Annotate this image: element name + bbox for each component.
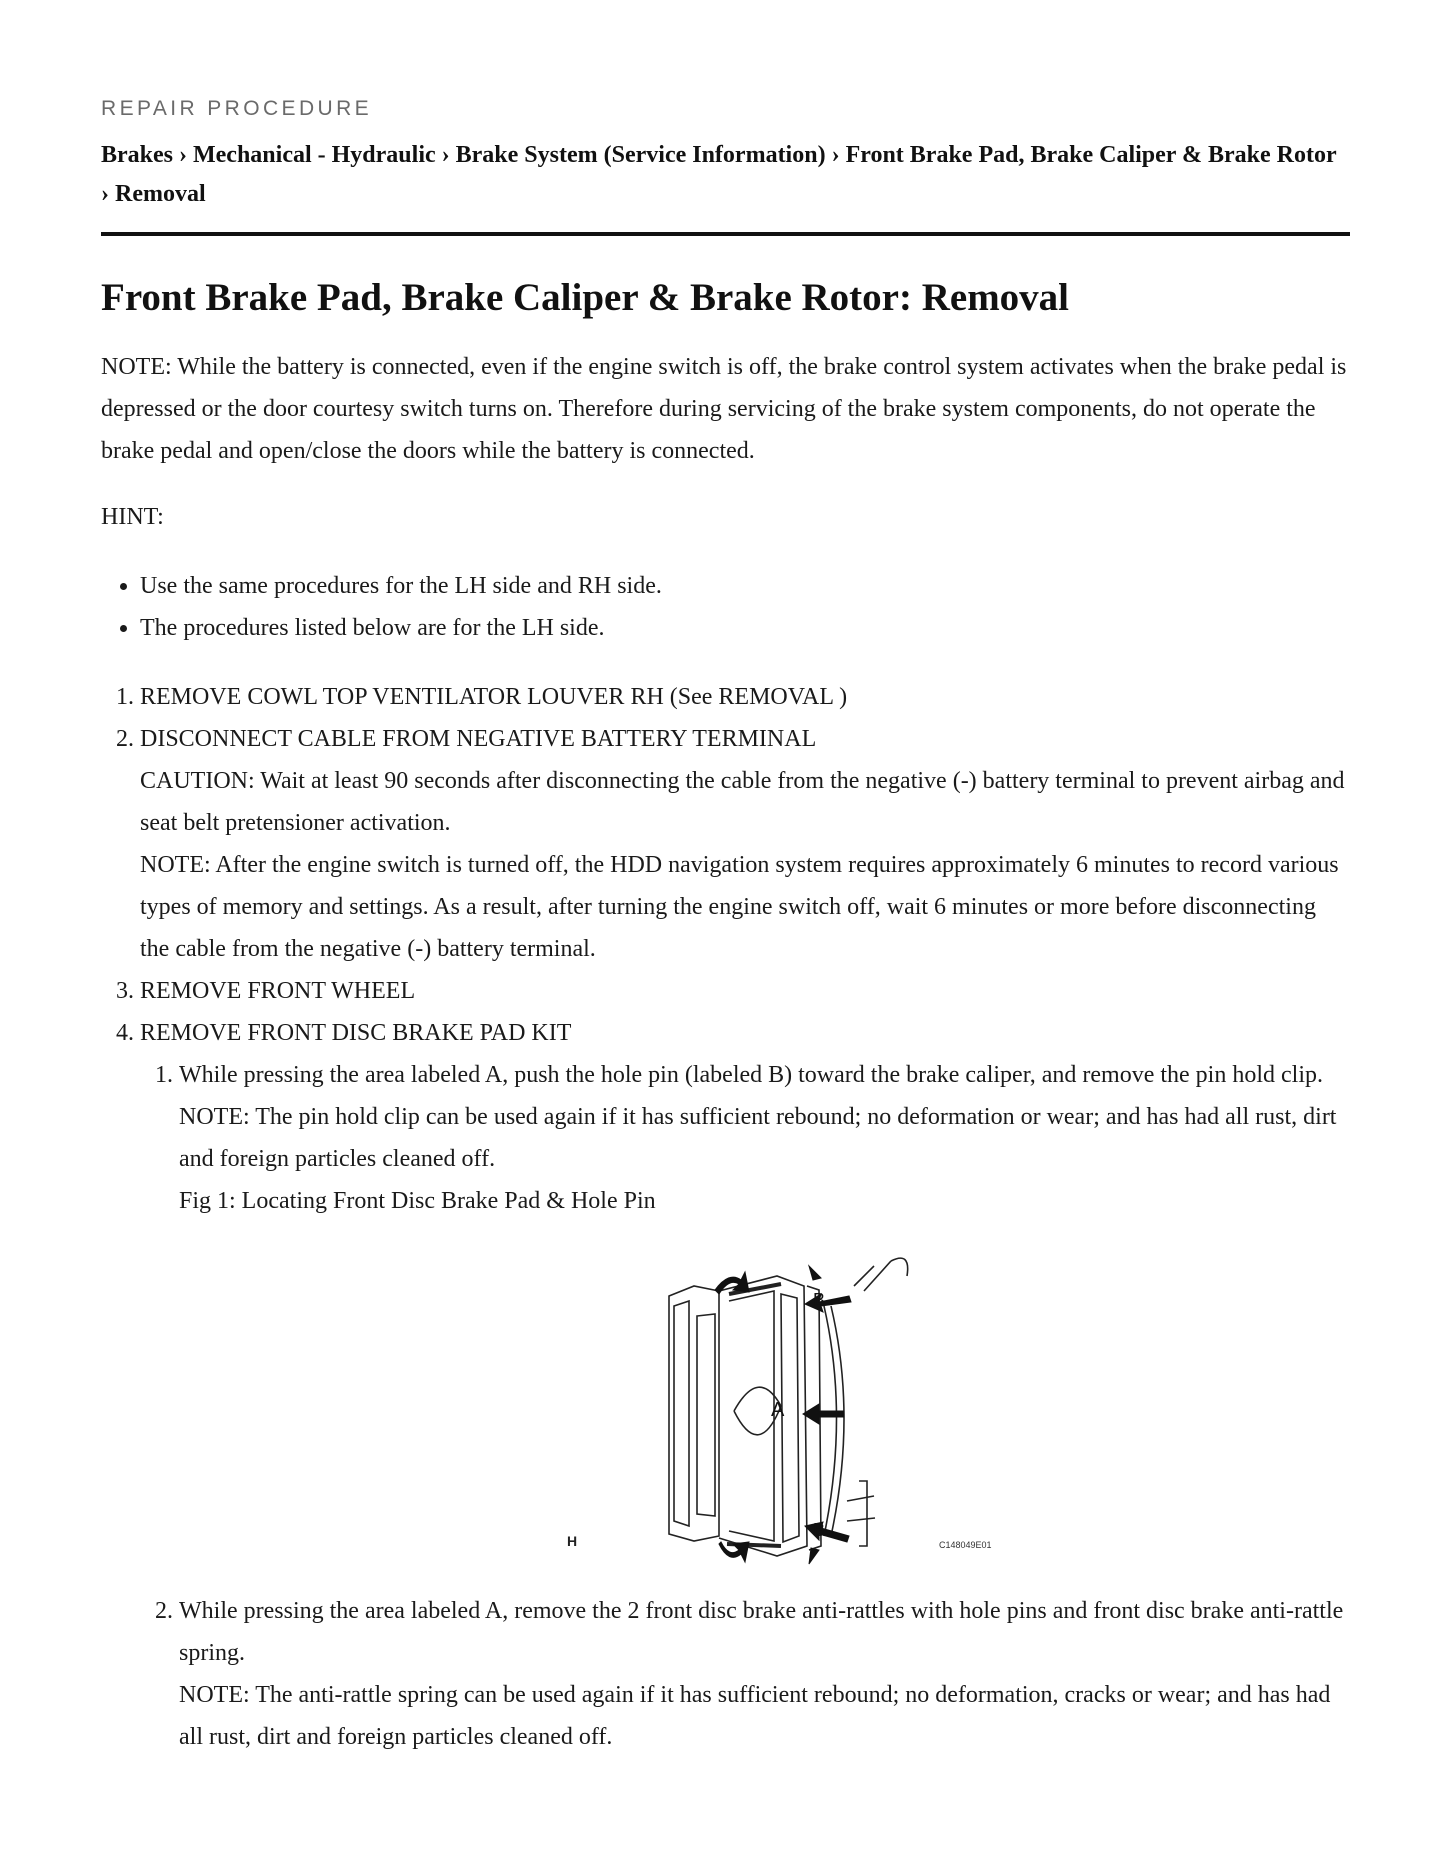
substep-2-note: NOTE: The anti-rattle spring can be used again if it has sufficient rebound; no deformation, cracks or wear; and has had all rust, dirt and foreign particles cleaned off. bbox=[179, 1682, 1331, 1750]
substep-2 bbox=[179, 1590, 1350, 1758]
breadcrumb-item-brakes[interactable]: Brakes bbox=[101, 142, 173, 168]
step-2-note: NOTE: After the engine switch is turned off, the HDD navigation system requires approximately 6 minutes to record various types of memory and settings. As a result, after turning the engine switch off, wait 6 minutes or more before disconnecting the cable from the negative (-) battery terminal. bbox=[140, 852, 1339, 962]
document-page bbox=[101, 96, 1350, 1758]
substep-1-note: NOTE: The pin hold clip can be used again if it has sufficient rebound; no deformation or wear; and has had all rust, dirt and foreign particles cleaned off. bbox=[179, 1104, 1337, 1172]
brake-caliper-figure bbox=[519, 1246, 999, 1566]
section-kicker: REPAIR PROCEDURE bbox=[101, 97, 373, 120]
figure-label-b-bottom: B bbox=[813, 1520, 826, 1540]
figure-label-b-top: B bbox=[813, 1290, 826, 1310]
step-4-title: 4. REMOVE FRONT DISC BRAKE PAD KIT bbox=[140, 1020, 572, 1046]
figure-label-h: H bbox=[567, 1533, 578, 1549]
hint-item: • The procedures listed below are for the LH side. bbox=[140, 607, 1350, 649]
hint-list bbox=[101, 565, 1350, 649]
figure-code: C148049E01 bbox=[939, 1540, 992, 1550]
procedure-steps bbox=[101, 676, 1350, 1758]
step-1: 1. REMOVE COWL TOP VENTILATOR LOUVER RH (See REMOVAL ) bbox=[140, 676, 1350, 718]
page-title: Front Brake Pad, Brake Caliper & Brake Rotor: Removal bbox=[101, 276, 1070, 319]
step-4 bbox=[140, 1012, 1350, 1758]
step-2 bbox=[140, 718, 1350, 970]
step-2-title: 2. DISCONNECT CABLE FROM NEGATIVE BATTERY TERMINAL bbox=[140, 726, 817, 752]
step-4-substeps bbox=[140, 1054, 1350, 1758]
substep-1 bbox=[179, 1054, 1350, 1566]
breadcrumb-item-front-brake-pad[interactable]: Front Brake Pad, Brake Caliper & Brake Rotor bbox=[845, 142, 1337, 168]
figure-caption: Fig 1: Locating Front Disc Brake Pad & Hole Pin bbox=[179, 1188, 656, 1214]
breadcrumb-item-removal[interactable]: Removal bbox=[115, 181, 206, 207]
step-2-caution: CAUTION: Wait at least 90 seconds after disconnecting the cable from the negative (-) battery terminal to prevent airbag and seat belt pretensioner activation. bbox=[140, 768, 1345, 836]
hint-item: • Use the same procedures for the LH side and RH side. bbox=[140, 565, 1350, 607]
breadcrumb-separator: › bbox=[101, 181, 109, 207]
header-divider bbox=[101, 232, 1350, 236]
breadcrumb-item-mechanical-hydraulic[interactable]: Mechanical - Hydraulic bbox=[193, 142, 436, 168]
step-3: 3. REMOVE FRONT WHEEL bbox=[140, 970, 1350, 1012]
substep-2-text: 2. While pressing the area labeled A, remove the 2 front disc brake anti-rattles with hole pins and front disc brake anti-rattle spring. bbox=[179, 1598, 1344, 1666]
brake-caliper-illustration bbox=[519, 1246, 999, 1566]
breadcrumb bbox=[101, 136, 1350, 214]
figure-label-a: A bbox=[771, 1399, 785, 1421]
breadcrumb-item-brake-system[interactable]: Brake System (Service Information) bbox=[455, 142, 826, 168]
breadcrumb-separator: › bbox=[179, 142, 187, 168]
battery-note: NOTE: While the battery is connected, even if the engine switch is off, the brake control system activates when the brake pedal is depressed or the door courtesy switch turns on. Therefore during servicing of the brake system components, do not operate the brake pedal and open/close the doors while the battery is connected. bbox=[101, 354, 1347, 464]
hint-label: HINT: bbox=[101, 504, 164, 530]
breadcrumb-separator: › bbox=[831, 142, 840, 168]
substep-1-text: 1. While pressing the area labeled A, push the hole pin (labeled B) toward the brake caliper, and remove the pin hold clip. bbox=[179, 1062, 1323, 1088]
breadcrumb-separator: › bbox=[441, 142, 450, 168]
